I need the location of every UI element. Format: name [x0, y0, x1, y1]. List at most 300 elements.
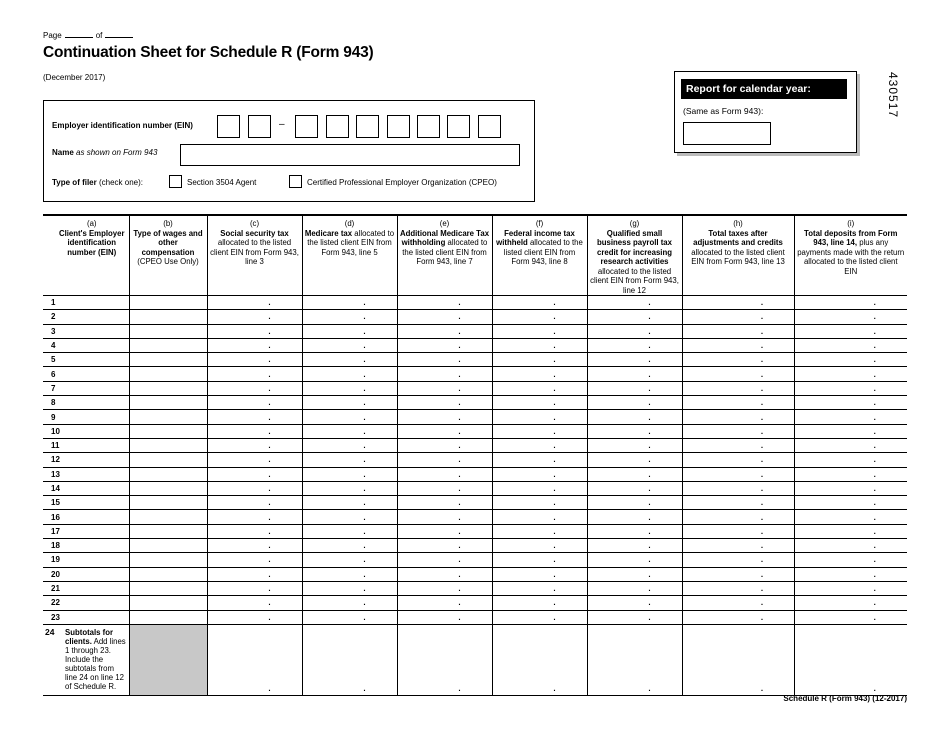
entry-cell-c[interactable]: [207, 338, 302, 352]
column-header-h: [682, 215, 794, 296]
entry-cell-g[interactable]: [587, 296, 682, 310]
entry-cell-h[interactable]: [682, 367, 794, 381]
column-description: allocated to the listed client EIN from Form 943, line 13: [691, 247, 785, 266]
entry-cell-b[interactable]: [129, 581, 207, 595]
entry-cell-g[interactable]: [587, 324, 682, 338]
entry-cell-f[interactable]: [492, 481, 587, 495]
decimal-point: .: [760, 584, 764, 594]
column-letter: (g): [629, 219, 640, 228]
entry-cell-h[interactable]: [682, 596, 794, 610]
entry-cell-d[interactable]: [302, 524, 397, 538]
decimal-point: .: [363, 526, 366, 536]
column-description: allocated to the listed client EIN from Form 943, line 8: [503, 238, 583, 266]
decimal-point: .: [363, 541, 366, 551]
entry-cell-g[interactable]: [587, 567, 682, 581]
entry-cell-g[interactable]: [587, 381, 682, 395]
entry-cell-i[interactable]: [794, 553, 907, 567]
entry-cell-f[interactable]: [492, 581, 587, 595]
cpeo-checkbox[interactable]: [289, 175, 302, 188]
entry-cell-b[interactable]: [129, 410, 207, 424]
entry-cell-e[interactable]: [397, 324, 492, 338]
subtotal-cell-g[interactable]: [587, 624, 682, 695]
subtotal-cell-f[interactable]: [492, 624, 587, 695]
entry-cell-h[interactable]: [682, 581, 794, 595]
entry-cell-g[interactable]: [587, 396, 682, 410]
entry-cell-e[interactable]: [397, 596, 492, 610]
entry-cell-c[interactable]: [207, 296, 302, 310]
decimal-point: .: [873, 341, 876, 351]
entry-cell-b[interactable]: [129, 338, 207, 352]
entry-cell-g[interactable]: [587, 496, 682, 510]
subtotal-title: Subtotals for clients.: [65, 627, 114, 646]
entry-cell-g[interactable]: [587, 553, 682, 567]
entry-cell-f[interactable]: [492, 367, 587, 381]
entry-cell-b[interactable]: [129, 481, 207, 495]
entry-cell-i[interactable]: [794, 324, 907, 338]
decimal-point: .: [760, 512, 764, 522]
subtotal-cell-c[interactable]: [207, 624, 302, 695]
entry-cell-d[interactable]: [302, 581, 397, 595]
entry-cell-c[interactable]: [207, 353, 302, 367]
decimal-point: .: [458, 612, 461, 622]
entry-cell-e[interactable]: [397, 610, 492, 624]
entry-cell-h[interactable]: [682, 396, 794, 410]
decimal-point: .: [553, 341, 556, 351]
entry-cell-g[interactable]: [587, 424, 682, 438]
subtotal-row: [43, 624, 907, 695]
entry-cell-c[interactable]: [207, 524, 302, 538]
entry-cell-f[interactable]: [492, 324, 587, 338]
entry-cell-c[interactable]: [207, 381, 302, 395]
entry-cell-c[interactable]: [207, 453, 302, 467]
entry-cell-i[interactable]: [794, 353, 907, 367]
decimal-point: .: [760, 455, 764, 465]
cpeo-label: Certified Professional Employer Organization (CPEO): [307, 178, 497, 187]
entry-cell-f[interactable]: [492, 424, 587, 438]
entry-cell-h[interactable]: [682, 467, 794, 481]
entry-cell-e[interactable]: [397, 410, 492, 424]
entry-cell-e[interactable]: [397, 453, 492, 467]
ein-digit-8[interactable]: [447, 115, 470, 138]
entry-cell-h[interactable]: [682, 610, 794, 624]
ein-digit-3[interactable]: [295, 115, 318, 138]
entry-cell-c[interactable]: [207, 467, 302, 481]
decimal-point: .: [760, 598, 764, 608]
entry-cell-e[interactable]: [397, 481, 492, 495]
entry-cell-e[interactable]: [397, 510, 492, 524]
entry-cell-e[interactable]: [397, 496, 492, 510]
entry-cell-h[interactable]: [682, 338, 794, 352]
decimal-point: .: [268, 369, 271, 379]
entry-cell-i[interactable]: [794, 610, 907, 624]
entry-cell-f[interactable]: [492, 467, 587, 481]
decimal-point: .: [648, 484, 651, 493]
entry-cell-b[interactable]: [129, 310, 207, 324]
entry-cell-b[interactable]: [129, 453, 207, 467]
entry-cell-i[interactable]: [794, 296, 907, 310]
decimal-point: .: [873, 455, 876, 465]
entry-cell-c[interactable]: [207, 367, 302, 381]
decimal-point: .: [363, 298, 366, 308]
row-number: 5: [43, 353, 129, 367]
table-row: [43, 553, 907, 567]
entry-cell-c[interactable]: [207, 481, 302, 495]
decimal-point: .: [553, 498, 556, 508]
entry-cell-h[interactable]: [682, 353, 794, 367]
ein-digit-2[interactable]: [248, 115, 271, 138]
row-number: 2: [43, 310, 129, 324]
table-row: [43, 410, 907, 424]
entry-cell-b[interactable]: [129, 610, 207, 624]
decimal-point: .: [873, 526, 876, 536]
decimal-point: .: [648, 541, 651, 551]
page-number-field[interactable]: [65, 37, 93, 38]
entry-cell-d[interactable]: [302, 438, 397, 452]
page-total-field[interactable]: [105, 37, 133, 38]
subtotal-cell-h[interactable]: [682, 624, 794, 695]
decimal-point: .: [268, 426, 271, 436]
entry-cell-b[interactable]: [129, 467, 207, 481]
entry-cell-f[interactable]: [492, 381, 587, 395]
column-header-d: [302, 215, 397, 296]
entry-cell-c[interactable]: [207, 539, 302, 553]
entry-cell-d[interactable]: [302, 453, 397, 467]
entry-cell-g[interactable]: [587, 438, 682, 452]
entry-cell-i[interactable]: [794, 467, 907, 481]
entry-cell-h[interactable]: [682, 481, 794, 495]
subtotal-cell-i[interactable]: [794, 624, 907, 695]
entry-cell-d[interactable]: [302, 310, 397, 324]
entry-cell-e[interactable]: [397, 581, 492, 595]
decimal-point: .: [268, 441, 271, 451]
entry-cell-b[interactable]: [129, 567, 207, 581]
entry-cell-e[interactable]: [397, 367, 492, 381]
decimal-point: .: [873, 426, 876, 436]
decimal-point: .: [363, 612, 366, 622]
decimal-point: .: [553, 426, 556, 436]
entry-cell-i[interactable]: [794, 481, 907, 495]
entry-cell-h[interactable]: [682, 510, 794, 524]
name-input[interactable]: [180, 144, 520, 166]
entry-cell-h[interactable]: [682, 453, 794, 467]
entry-cell-e[interactable]: [397, 310, 492, 324]
entry-cell-h[interactable]: [682, 310, 794, 324]
decimal-point: .: [553, 683, 556, 693]
column-letter: (h): [733, 219, 743, 228]
ein-digit-6[interactable]: [387, 115, 410, 138]
decimal-point: .: [760, 569, 764, 579]
row-number: 19: [43, 553, 129, 567]
decimal-point: .: [873, 355, 876, 365]
column-description: plus any payments made with the return allocated to the listed client EIN: [797, 238, 905, 276]
row-number: 1: [43, 296, 129, 310]
table-row: [43, 610, 907, 624]
column-header-e: [397, 215, 492, 296]
entry-cell-e[interactable]: [397, 353, 492, 367]
entry-cell-b[interactable]: [129, 381, 207, 395]
entry-cell-f[interactable]: [492, 438, 587, 452]
entry-cell-b[interactable]: [129, 396, 207, 410]
entry-cell-c[interactable]: [207, 324, 302, 338]
entry-cell-f[interactable]: [492, 396, 587, 410]
decimal-point: .: [458, 326, 461, 336]
column-title: Client's Employer identification number (EIN): [58, 228, 125, 257]
entry-cell-d[interactable]: [302, 353, 397, 367]
entry-cell-d[interactable]: [302, 496, 397, 510]
entry-cell-e[interactable]: [397, 381, 492, 395]
page-number-line: [43, 31, 136, 40]
entry-cell-f[interactable]: [492, 296, 587, 310]
decimal-point: .: [648, 512, 651, 522]
decimal-point: .: [363, 398, 366, 408]
decimal-point: .: [760, 398, 764, 408]
column-title: Social security tax: [220, 228, 289, 238]
decimal-point: .: [363, 584, 366, 594]
entry-cell-d[interactable]: [302, 424, 397, 438]
entry-cell-i[interactable]: [794, 524, 907, 538]
entry-cell-d[interactable]: [302, 539, 397, 553]
entry-cell-d[interactable]: [302, 367, 397, 381]
entry-cell-d[interactable]: [302, 596, 397, 610]
decimal-point: .: [873, 298, 876, 308]
decimal-point: .: [648, 569, 651, 579]
table-row: [43, 581, 907, 595]
entry-cell-i[interactable]: [794, 596, 907, 610]
row-number: 8: [43, 396, 129, 410]
entry-cell-c[interactable]: [207, 610, 302, 624]
decimal-point: .: [268, 383, 271, 393]
entry-cell-g[interactable]: [587, 610, 682, 624]
entry-cell-i[interactable]: [794, 338, 907, 352]
entry-cell-e[interactable]: [397, 338, 492, 352]
entry-cell-e[interactable]: [397, 524, 492, 538]
decimal-point: .: [553, 298, 556, 308]
entry-cell-h[interactable]: [682, 296, 794, 310]
decimal-point: .: [458, 383, 461, 393]
entry-cell-e[interactable]: [397, 539, 492, 553]
entry-cell-f[interactable]: [492, 610, 587, 624]
entry-cell-c[interactable]: [207, 438, 302, 452]
section-3504-checkbox[interactable]: [169, 175, 182, 188]
entry-cell-i[interactable]: [794, 367, 907, 381]
entry-cell-b[interactable]: [129, 296, 207, 310]
entry-cell-b[interactable]: [129, 553, 207, 567]
entry-cell-f[interactable]: [492, 510, 587, 524]
entry-cell-i[interactable]: [794, 410, 907, 424]
ein-digit-1[interactable]: [217, 115, 240, 138]
decimal-point: .: [760, 555, 764, 565]
entry-cell-c[interactable]: [207, 396, 302, 410]
entry-cell-d[interactable]: [302, 510, 397, 524]
ein-digit-5[interactable]: [356, 115, 379, 138]
entry-cell-e[interactable]: [397, 467, 492, 481]
entry-cell-f[interactable]: [492, 353, 587, 367]
entry-cell-h[interactable]: [682, 438, 794, 452]
decimal-point: .: [458, 441, 461, 451]
decimal-point: .: [648, 341, 651, 351]
calendar-year-input[interactable]: [683, 122, 771, 145]
decimal-point: .: [648, 383, 651, 393]
decimal-point: .: [873, 312, 876, 322]
entry-cell-d[interactable]: [302, 410, 397, 424]
decimal-point: .: [553, 412, 556, 422]
entry-cell-g[interactable]: [587, 539, 682, 553]
column-header-f: [492, 215, 587, 296]
entry-cell-e[interactable]: [397, 424, 492, 438]
entry-cell-i[interactable]: [794, 438, 907, 452]
entry-cell-g[interactable]: [587, 367, 682, 381]
column-title: Total deposits from Form 943, line 14,: [804, 228, 898, 247]
decimal-point: .: [363, 598, 366, 608]
decimal-point: .: [458, 541, 461, 551]
entry-cell-d[interactable]: [302, 567, 397, 581]
entry-cell-i[interactable]: [794, 496, 907, 510]
table-row: [43, 438, 907, 452]
decimal-point: .: [458, 426, 461, 436]
entry-cell-g[interactable]: [587, 510, 682, 524]
entry-cell-b[interactable]: [129, 424, 207, 438]
subtotal-shaded-cell: [129, 624, 207, 695]
entry-cell-h[interactable]: [682, 381, 794, 395]
entry-cell-h[interactable]: [682, 524, 794, 538]
entry-cell-d[interactable]: [302, 610, 397, 624]
decimal-point: .: [553, 526, 556, 536]
entry-cell-i[interactable]: [794, 567, 907, 581]
ein-digit-4[interactable]: [326, 115, 349, 138]
entry-cell-d[interactable]: [302, 396, 397, 410]
entry-cell-i[interactable]: [794, 510, 907, 524]
entry-cell-g[interactable]: [587, 410, 682, 424]
ein-digit-7[interactable]: [417, 115, 440, 138]
decimal-point: .: [873, 584, 876, 594]
entry-cell-d[interactable]: [302, 553, 397, 567]
decimal-point: .: [363, 412, 366, 422]
entry-cell-c[interactable]: [207, 510, 302, 524]
entry-cell-g[interactable]: [587, 453, 682, 467]
entry-cell-f[interactable]: [492, 410, 587, 424]
entry-cell-f[interactable]: [492, 338, 587, 352]
column-description: allocated to the listed client EIN from Form 943, line 7: [402, 238, 488, 266]
subtotal-number: 24: [45, 626, 55, 637]
decimal-point: .: [553, 541, 556, 551]
entry-cell-g[interactable]: [587, 524, 682, 538]
entry-cell-f[interactable]: [492, 524, 587, 538]
entry-cell-b[interactable]: [129, 367, 207, 381]
entry-cell-h[interactable]: [682, 539, 794, 553]
entry-cell-d[interactable]: [302, 467, 397, 481]
entry-cell-h[interactable]: [682, 410, 794, 424]
entry-cell-e[interactable]: [397, 296, 492, 310]
entry-cell-f[interactable]: [492, 596, 587, 610]
entry-cell-b[interactable]: [129, 596, 207, 610]
entry-cell-f[interactable]: [492, 310, 587, 324]
entry-cell-b[interactable]: [129, 539, 207, 553]
entry-cell-c[interactable]: [207, 581, 302, 595]
entry-cell-g[interactable]: [587, 596, 682, 610]
entry-cell-h[interactable]: [682, 496, 794, 510]
decimal-point: .: [873, 484, 876, 493]
decimal-point: .: [458, 412, 461, 422]
ein-digit-9[interactable]: [478, 115, 501, 138]
form-footer: Schedule R (Form 943) (12-2017): [783, 694, 907, 703]
entry-cell-h[interactable]: [682, 324, 794, 338]
entry-cell-i[interactable]: [794, 424, 907, 438]
entry-cell-d[interactable]: [302, 381, 397, 395]
column-title: Additional Medicare Tax withholding: [399, 228, 490, 247]
entry-cell-f[interactable]: [492, 496, 587, 510]
entry-cell-g[interactable]: [587, 481, 682, 495]
entry-cell-i[interactable]: [794, 381, 907, 395]
entry-cell-i[interactable]: [794, 581, 907, 595]
entry-cell-g[interactable]: [587, 338, 682, 352]
entry-cell-f[interactable]: [492, 553, 587, 567]
entry-cell-g[interactable]: [587, 353, 682, 367]
entry-cell-h[interactable]: [682, 567, 794, 581]
entry-cell-d[interactable]: [302, 338, 397, 352]
entry-cell-c[interactable]: [207, 424, 302, 438]
entry-cell-h[interactable]: [682, 424, 794, 438]
decimal-point: .: [873, 512, 876, 522]
entry-cell-b[interactable]: [129, 510, 207, 524]
entry-cell-d[interactable]: [302, 481, 397, 495]
row-number: 9: [43, 410, 129, 424]
entry-cell-c[interactable]: [207, 310, 302, 324]
entry-cell-c[interactable]: [207, 567, 302, 581]
entry-cell-i[interactable]: [794, 396, 907, 410]
entry-cell-g[interactable]: [587, 467, 682, 481]
decimal-point: .: [648, 555, 651, 565]
entry-cell-f[interactable]: [492, 453, 587, 467]
entry-cell-g[interactable]: [587, 310, 682, 324]
row-number: 4: [43, 338, 129, 352]
entry-cell-d[interactable]: [302, 296, 397, 310]
entry-cell-c[interactable]: [207, 410, 302, 424]
decimal-point: .: [648, 326, 651, 336]
entry-cell-e[interactable]: [397, 553, 492, 567]
entry-cell-c[interactable]: [207, 496, 302, 510]
subtotal-cell-e[interactable]: [397, 624, 492, 695]
column-header-c: [207, 215, 302, 296]
entry-cell-c[interactable]: [207, 553, 302, 567]
decimal-point: .: [553, 383, 556, 393]
section-3504-label: Section 3504 Agent: [187, 178, 257, 187]
entry-cell-h[interactable]: [682, 553, 794, 567]
entry-cell-i[interactable]: [794, 453, 907, 467]
entry-cell-e[interactable]: [397, 396, 492, 410]
column-header-i: [794, 215, 907, 296]
entry-cell-b[interactable]: [129, 524, 207, 538]
subtotal-cell-d[interactable]: [302, 624, 397, 695]
entry-cell-f[interactable]: [492, 567, 587, 581]
name-label: Name as shown on Form 943: [52, 148, 158, 157]
entry-cell-i[interactable]: [794, 310, 907, 324]
entry-cell-b[interactable]: [129, 353, 207, 367]
decimal-point: .: [458, 555, 461, 565]
entry-cell-f[interactable]: [492, 539, 587, 553]
decimal-point: .: [648, 355, 651, 365]
entry-cell-g[interactable]: [587, 581, 682, 595]
entry-cell-e[interactable]: [397, 567, 492, 581]
entry-cell-i[interactable]: [794, 539, 907, 553]
column-letter: (f): [535, 219, 544, 228]
entry-cell-c[interactable]: [207, 596, 302, 610]
entry-cell-d[interactable]: [302, 324, 397, 338]
entry-cell-b[interactable]: [129, 438, 207, 452]
entry-cell-e[interactable]: [397, 438, 492, 452]
entry-cell-b[interactable]: [129, 324, 207, 338]
entry-cell-b[interactable]: [129, 496, 207, 510]
column-description: (CPEO Use Only): [137, 257, 199, 266]
